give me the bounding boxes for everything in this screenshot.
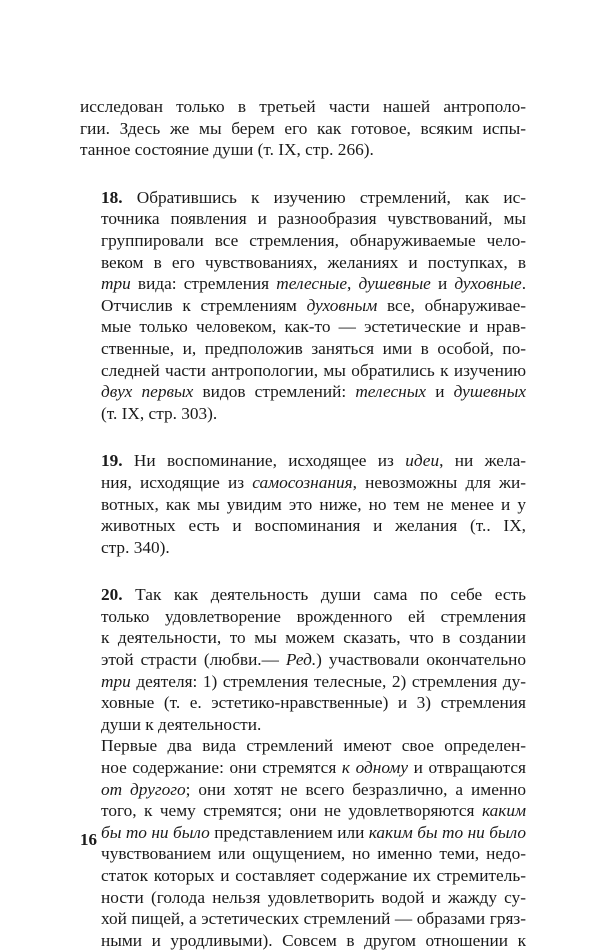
text-line: [80, 822, 526, 844]
paragraph-20: [80, 584, 526, 735]
text-line: [80, 800, 526, 822]
paragraph-number: 19.: [101, 451, 123, 471]
text-run: танное состояние души (т. IX, стр. 266).: [80, 140, 374, 160]
text-run: стр. 340).: [101, 537, 170, 557]
text-run: вотных, как мы увидим это ниже, но тем не менее и у: [101, 494, 526, 514]
paragraph-number: 18.: [101, 187, 123, 207]
text-run: только удовлетворение врожденного ей стремления: [101, 606, 526, 626]
italic-text: душевные: [358, 274, 431, 294]
text-run: деятеля: 1) стремления телесные, 2) стремления ду-: [130, 671, 526, 691]
text-line: [80, 606, 526, 628]
text-run: Обратившись к изучению стремлений, как ис-: [122, 187, 526, 207]
text-run: ния, исходящие из: [101, 472, 253, 492]
text-run: ховные (т. е. эстетико-нравственные) и 3) стремления: [101, 693, 526, 713]
text-line: [80, 843, 526, 865]
text-line: [80, 865, 526, 887]
italic-text: Ред.: [285, 650, 317, 670]
paragraph-continuation: [80, 96, 526, 161]
text-line: [80, 403, 526, 425]
text-run: следней части антропологии, мы обратились к изучению: [101, 360, 526, 380]
text-line: [80, 450, 526, 472]
italic-text: три: [101, 274, 131, 294]
text-run: Отчислив к стремлениям: [101, 295, 307, 315]
text-run: и: [426, 382, 454, 402]
text-line: [80, 316, 526, 338]
text-run: к деятельности, то мы можем сказать, что в создании: [101, 628, 526, 648]
text-run: , ни жела-: [439, 451, 526, 471]
text-run: точника появления и разнообразия чувствований, мы: [101, 209, 526, 229]
text-run: Ни воспоминание, исходящее из: [122, 451, 406, 471]
text-line: [80, 692, 526, 714]
text-line: [80, 908, 526, 930]
text-line: [80, 714, 526, 736]
italic-text: к одному: [341, 758, 409, 778]
text-run: все, обнаруживае-: [377, 295, 526, 315]
paragraph-number: 20.: [101, 585, 123, 605]
italic-text: от другого: [101, 779, 186, 799]
page-body: [80, 96, 526, 951]
text-run: видов стремлений:: [193, 382, 356, 402]
text-line: [80, 295, 526, 317]
page-number: 16: [80, 830, 97, 849]
text-run: ; они хотят не всего безразлично, а именно: [185, 779, 527, 799]
text-line: [80, 537, 526, 559]
italic-text: каким: [481, 801, 526, 821]
text-run: , невозможны для жи-: [352, 472, 526, 492]
text-line: [80, 779, 526, 801]
text-run: ственные, и, предположив заняться ими в особой, по-: [101, 338, 526, 358]
text-line: [80, 381, 526, 403]
text-run: статок которых и составляет содержание их стремитель-: [101, 866, 526, 885]
text-run: мые только человеком, как-то — эстетические и нрав-: [101, 317, 526, 337]
text-run: ) участвовали окончательно: [316, 650, 526, 670]
paragraph-18: [80, 187, 526, 425]
italic-text: телесные: [276, 274, 348, 294]
italic-text: самосознания: [252, 472, 353, 492]
text-line: [80, 96, 526, 118]
text-run: гии. Здесь же мы берем его как готовое, всяким испы-: [80, 118, 526, 138]
text-line: [80, 627, 526, 649]
text-run: исследован только в третьей части нашей антрополо-: [80, 97, 526, 116]
text-run: ными и уродливыми). Совсем в другом отношении к: [101, 930, 526, 950]
text-run: ности (голода нельзя удовлетворить водой и жажду су-: [101, 887, 526, 907]
paragraph-19: [80, 450, 526, 558]
text-line: [80, 472, 526, 494]
text-line: [80, 887, 526, 909]
italic-text: бы то ни было: [101, 822, 210, 842]
text-line: [80, 494, 526, 516]
text-run: ное содержание: они стремятся: [101, 758, 342, 778]
text-run: и: [430, 274, 455, 294]
italic-text: телесных: [355, 382, 427, 402]
text-line: [80, 584, 526, 606]
text-line: [80, 930, 526, 951]
text-run: .: [521, 274, 527, 294]
text-line: [80, 671, 526, 693]
text-line: [80, 118, 526, 140]
text-line: [80, 208, 526, 230]
text-line: [80, 338, 526, 360]
text-run: животных есть и воспоминания и желания (т.. IX,: [101, 516, 526, 536]
italic-text: духовным: [306, 295, 378, 315]
text-run: чувствованием или ощущением, но именно теми, недо-: [101, 844, 526, 864]
text-line: [80, 187, 526, 209]
text-run: этой страсти (любви.—: [101, 650, 286, 670]
text-run: веком в его чувствованиях, желаниях и поступках, в: [101, 252, 526, 272]
text-line: [80, 230, 526, 252]
text-run: того, к чему стремятся; они не удовлетворяются: [101, 801, 482, 821]
text-run: и отвращаются: [408, 758, 526, 778]
text-line: [80, 649, 526, 671]
italic-text: три: [101, 671, 131, 691]
text-run: хой пищей, а эстетических стремлений — образами гряз-: [101, 909, 526, 929]
text-run: представлением или: [209, 822, 369, 842]
italic-text: духовные: [454, 274, 522, 294]
text-run: ,: [347, 274, 359, 294]
text-line: [80, 735, 526, 757]
text-run: группировали все стремления, обнаруживаемые чело-: [101, 230, 526, 250]
italic-text: идеи: [405, 451, 440, 471]
text-run: (т. IX, стр. 303).: [101, 403, 218, 423]
paragraph-20-continued: [80, 735, 526, 951]
text-run: Так как деятельность души сама по себе есть: [122, 585, 526, 605]
text-line: [80, 139, 526, 161]
text-line: [80, 360, 526, 382]
italic-text: каким бы то ни было: [368, 822, 527, 842]
text-run: вида: стремления: [130, 274, 277, 294]
italic-text: душевных: [453, 382, 526, 402]
text-line: [80, 273, 526, 295]
text-line: [80, 515, 526, 537]
text-line: [80, 252, 526, 274]
text-run: Первые два вида стремлений имеют свое определен-: [101, 736, 526, 756]
italic-text: двух первых: [101, 382, 194, 402]
text-run: души к деятельности.: [101, 714, 262, 734]
text-line: [80, 757, 526, 779]
